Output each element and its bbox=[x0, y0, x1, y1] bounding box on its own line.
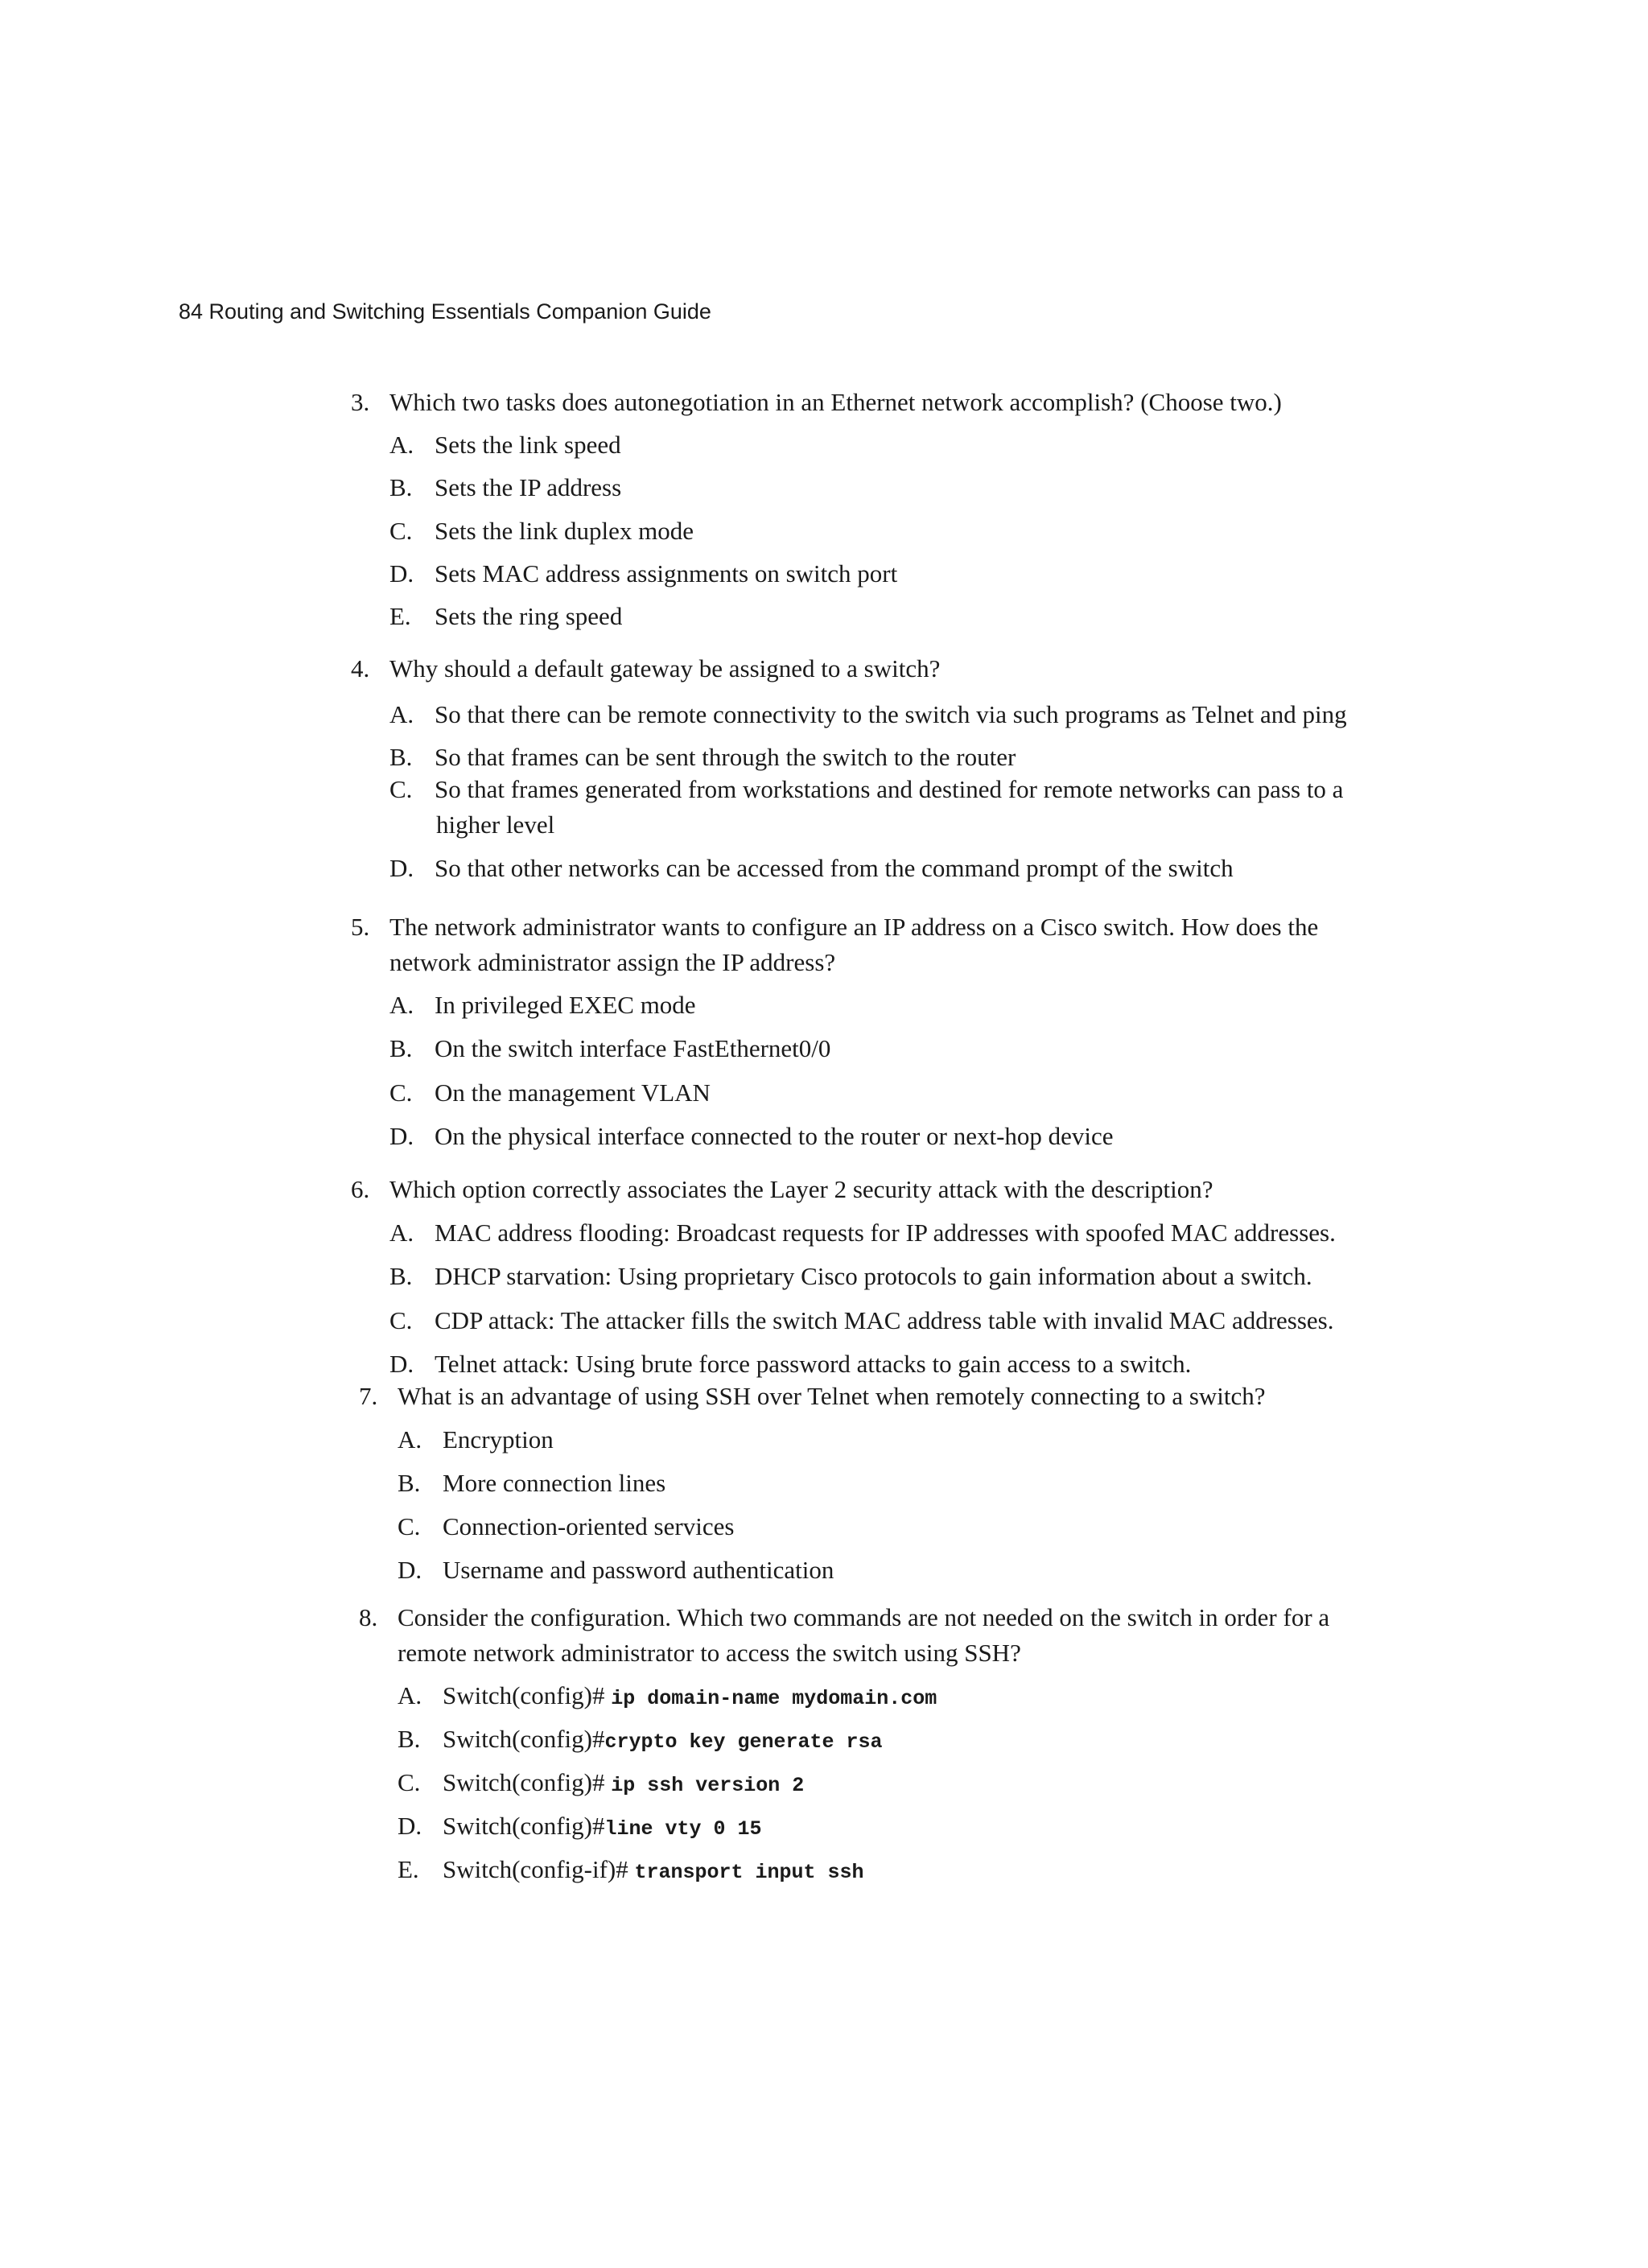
cli-command: crypto key generate rsa bbox=[604, 1730, 883, 1754]
option-text bbox=[443, 1808, 762, 1847]
option-text: Telnet attack: Using brute force password attacks to gain access to a switch. bbox=[435, 1350, 1192, 1378]
cli-prompt: Switch(config)# bbox=[443, 1812, 605, 1840]
question-text: What is an advantage of using SSH over Telnet when remotely connecting to a switch? bbox=[398, 1382, 1266, 1410]
option-letter: B. bbox=[389, 1034, 413, 1062]
option-text: Sets the IP address bbox=[435, 473, 622, 501]
option-letter: C. bbox=[398, 1768, 421, 1796]
option-letter: C. bbox=[389, 1078, 413, 1107]
option-letter: D. bbox=[389, 559, 414, 588]
option-letter: C. bbox=[389, 517, 413, 545]
option-text: Connection-oriented services bbox=[443, 1512, 735, 1540]
option-text-continued: higher level bbox=[436, 810, 555, 839]
question-number: 7. bbox=[359, 1382, 378, 1410]
option-text: On the management VLAN bbox=[435, 1078, 711, 1107]
option-letter: B. bbox=[389, 743, 413, 771]
option-letter: B. bbox=[389, 473, 413, 501]
option-text: Sets the link speed bbox=[435, 431, 621, 459]
option-text: Sets the ring speed bbox=[435, 602, 623, 630]
option-letter: B. bbox=[398, 1469, 421, 1497]
option-text: Sets the link duplex mode bbox=[435, 517, 694, 545]
option-letter: C. bbox=[389, 1306, 413, 1334]
option-letter: C. bbox=[398, 1512, 421, 1540]
option-text: More connection lines bbox=[443, 1469, 666, 1497]
question-text-continued: network administrator assign the IP address? bbox=[389, 948, 836, 976]
question-text: Which two tasks does autonegotiation in an Ethernet network accomplish? (Choose two.) bbox=[389, 388, 1282, 416]
option-text: So that frames generated from workstations and destined for remote networks can pass to a bbox=[435, 775, 1344, 803]
question-number: 3. bbox=[351, 388, 370, 416]
option-text: On the switch interface FastEthernet0/0 bbox=[435, 1034, 831, 1062]
option-text: DHCP starvation: Using proprietary Cisco protocols to gain information about a switch. bbox=[435, 1262, 1312, 1290]
option-text: Sets MAC address assignments on switch port bbox=[435, 559, 898, 588]
question-text-continued: remote network administrator to access the switch using SSH? bbox=[398, 1639, 1021, 1667]
cli-prompt: Switch(config)# bbox=[443, 1681, 605, 1709]
question-text: Why should a default gateway be assigned to a switch? bbox=[389, 654, 941, 682]
option-text bbox=[443, 1852, 864, 1891]
option-letter: A. bbox=[389, 700, 414, 728]
option-letter: D. bbox=[398, 1812, 422, 1840]
option-text: In privileged EXEC mode bbox=[435, 991, 696, 1019]
option-text: So that there can be remote connectivity to the switch via such programs as Telnet and ping bbox=[435, 700, 1347, 728]
option-letter: D. bbox=[398, 1556, 422, 1584]
question-text: Which option correctly associates the Layer 2 security attack with the description? bbox=[389, 1175, 1213, 1203]
cli-command: transport input ssh bbox=[634, 1861, 864, 1884]
option-text: On the physical interface connected to the router or next-hop device bbox=[435, 1122, 1114, 1150]
question-text: Consider the configuration. Which two commands are not needed on the switch in order for a bbox=[398, 1603, 1330, 1631]
question-number: 6. bbox=[351, 1175, 370, 1203]
option-letter: C. bbox=[389, 775, 413, 803]
option-text: CDP attack: The attacker fills the switch MAC address table with invalid MAC addresses. bbox=[435, 1306, 1334, 1334]
option-text bbox=[443, 1722, 883, 1760]
option-text: Encryption bbox=[443, 1425, 554, 1454]
option-letter: D. bbox=[389, 1122, 414, 1150]
option-letter: B. bbox=[389, 1262, 413, 1290]
cli-command: line vty 0 15 bbox=[604, 1817, 762, 1841]
option-text: Username and password authentication bbox=[443, 1556, 834, 1584]
cli-command: ip domain-name mydomain.com bbox=[611, 1687, 937, 1710]
question-number: 5. bbox=[351, 913, 370, 941]
option-letter: A. bbox=[389, 431, 414, 459]
option-text bbox=[443, 1678, 937, 1717]
option-letter: A. bbox=[398, 1681, 422, 1709]
cli-prompt: Switch(config)# bbox=[443, 1725, 605, 1753]
option-letter: E. bbox=[389, 602, 411, 630]
option-letter: D. bbox=[389, 1350, 414, 1378]
option-letter: E. bbox=[398, 1855, 419, 1883]
option-letter: A. bbox=[398, 1425, 422, 1454]
cli-command: ip ssh version 2 bbox=[611, 1774, 805, 1797]
question-number: 8. bbox=[359, 1603, 378, 1631]
option-letter: B. bbox=[398, 1725, 421, 1753]
option-text: So that other networks can be accessed from the command prompt of the switch bbox=[435, 854, 1234, 882]
option-letter: D. bbox=[389, 854, 414, 882]
option-letter: A. bbox=[389, 1219, 414, 1247]
question-number: 4. bbox=[351, 654, 370, 682]
option-letter: A. bbox=[389, 991, 414, 1019]
option-text bbox=[443, 1765, 804, 1804]
option-text: MAC address flooding: Broadcast requests for IP addresses with spoofed MAC addresses. bbox=[435, 1219, 1336, 1247]
cli-prompt: Switch(config)# bbox=[443, 1768, 605, 1796]
option-text: So that frames can be sent through the switch to the router bbox=[435, 743, 1016, 771]
question-text: The network administrator wants to configure an IP address on a Cisco switch. How does the bbox=[389, 913, 1319, 941]
running-header: 84 Routing and Switching Essentials Companion Guide bbox=[179, 299, 711, 324]
cli-prompt: Switch(config-if)# bbox=[443, 1855, 628, 1883]
